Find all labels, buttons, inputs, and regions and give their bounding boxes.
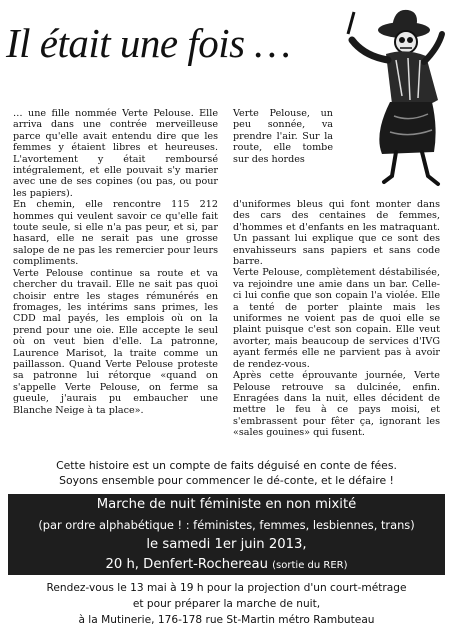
footer-line: et pour préparer la marche de nuit, xyxy=(132,598,321,610)
story-paragraph: d'uniformes bleus qui font monter dans des cars des centaines de femmes, d'hommes et d'enfants en les matraquant. Un passant lui explique que ce sont des envahisseurs sans papiers et sans code barre. xyxy=(233,199,440,268)
summary-line: Cette histoire est un compte de faits déguisé en conte de fées. xyxy=(56,459,397,472)
summary-text xyxy=(8,458,445,488)
banner-subtitle: (par ordre alphabétique ! : féministes, femmes, lesbiennes, trans) xyxy=(38,518,415,532)
footer-line: Rendez-vous le 13 mai à 19 h pour la projection d'un court-métrage xyxy=(46,582,407,594)
event-banner xyxy=(8,494,445,575)
banner-exit-note: (sortie du RER) xyxy=(272,560,348,571)
summary-line: Soyons ensemble pour commencer le dé-conte, et le défaire ! xyxy=(59,474,394,487)
story-paragraph: Verte Pelouse, un peu sonnée, va prendre l'air. Sur la route, elle tombe sur des hordes xyxy=(233,108,333,165)
story-right-column xyxy=(233,199,440,439)
footer-text xyxy=(8,580,445,628)
story-paragraph: … une fille nommée Verte Pelouse. Elle arriva dans une contrée merveilleuse parce qu'elle avait entendu dire que les femmes y étaient libres et heureuses. L'avortement y était remboursé intégralement, et elle pouvait s'y marier avec une de ses copines (ou pas, ou pour les papiers). xyxy=(13,108,218,199)
story-paragraph: Verte Pelouse continue sa route et va chercher du travail. Elle ne sait pas quoi choisir entre les stages rémunérés en fromages, les intérims sans primes, les CDD mal payés, les emplois où on la prend pour une oie. Elle accepte le seul où on veut bien d'elle. La patronne, Laurence Marisot, la traite comme un paillasson. Quand Verte Pelouse proteste sa patronne lui rétorque «quand on s'appelle Verte Pelouse, on ferme sa gueule, j'aurais pu embaucher une Blanche Neige à ta place». xyxy=(13,267,218,416)
skeleton-figure-icon xyxy=(334,4,448,190)
banner-time-place: 20 h, Denfert-Rochereau xyxy=(105,557,273,572)
page-title: Il était une fois … xyxy=(6,20,291,66)
banner-location xyxy=(8,555,445,576)
banner-title: Marche de nuit féministe en non mixité xyxy=(96,497,357,512)
skeleton-illustration xyxy=(334,4,448,190)
banner-date: le samedi 1er juin 2013, xyxy=(146,537,307,552)
story-paragraph: Après cette éprouvante journée, Verte Pelouse retrouve sa dulcinée, enfin. Enragées dans la nuit, elles décident de mettre le feu à ce pays moisi, et s'embrassent pour fêter ça, ignorant les «sales gouines» qui fusent. xyxy=(233,370,440,439)
story-paragraph: En chemin, elle rencontre 115 212 hommes qui veulent savoir ce qu'elle fait toute seule, si elle n'a pas peur, et si, par hasard, elle ne serait pas une grosse salope de ne pas les remercier pour leurs compliments. xyxy=(13,199,218,268)
story-right-top xyxy=(233,108,333,165)
footer-line: à la Mutinerie, 176-178 rue St-Martin métro Rambuteau xyxy=(78,614,375,626)
story-paragraph: Verte Pelouse, complètement déstabilisée, va rejoindre une amie dans un bar. Celle-ci lui confie que son copain l'a violée. Elle a tenté de porter plainte mais les uniformes ne voient pas de quoi elle se plaint puisque c'est son copain. Elle veut avorter, mais beaucoup de services d'IVG ayant fermés elle ne parvient pas à avoir de rendez-vous. xyxy=(233,267,440,370)
story-left-column xyxy=(13,108,218,416)
